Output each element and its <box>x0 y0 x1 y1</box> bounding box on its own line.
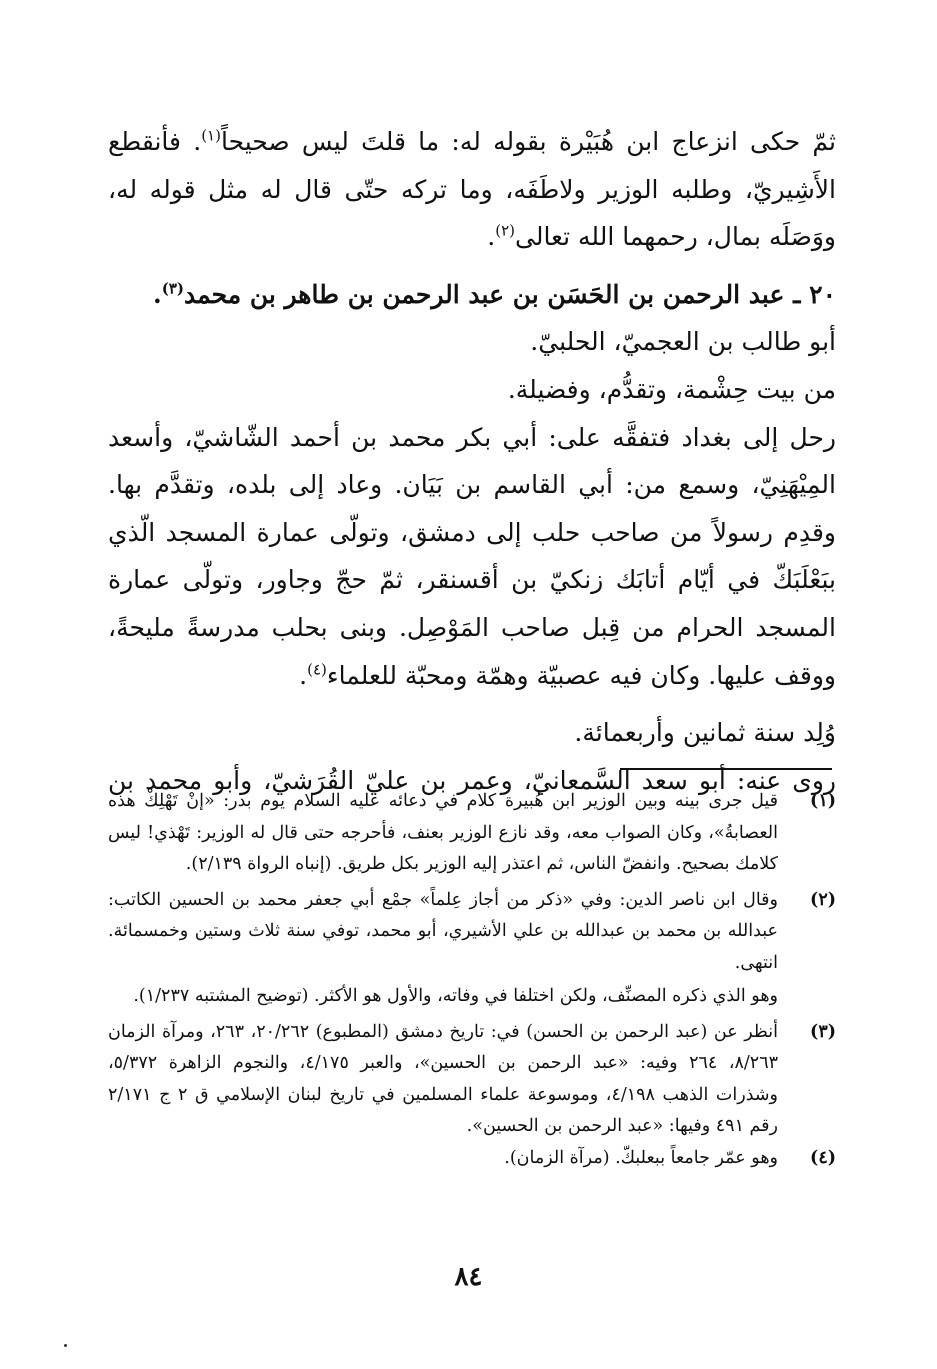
footnote-ref-4: (٤) <box>307 660 327 679</box>
footnote-3 <box>108 1017 836 1143</box>
footnote-ref-2: (٢) <box>495 221 515 240</box>
entry-biography: رحل إلى بغداد فتفقَّه على: أبي بكر محمد بن أحمد الشّاشيّ، وأسعد المِيْهَنِيّ، وسمع من: أبي القاسم بن بَيَان. وعاد إلى بلده، وتقدَّم بها. وقدِم رسولاً من صاحب حلب إلى دمشق، وتولّى عمارة المسجد الّذي ببَعْلَبَكّ في أيّام أتابَك زنكيّ بن أقسنقر، ثمّ حجّ وجاور، وتولّى عمارة المسجد الحرام من قِبل صاحب المَوْصِل. وبنى بحلب مدرسةً مليحةً، ووقف عليها. وكان فيه عصبيّة وهمّة ومحبّة للعلماء$^{(٤)}$. <box>108 422 836 690</box>
footnote-1 <box>108 786 836 881</box>
scan-speck <box>64 1344 67 1347</box>
footnote-ref-3: (٣) <box>161 279 185 298</box>
footnotes <box>108 786 836 1174</box>
footnote-divider <box>620 768 832 770</box>
footnote-ref-1: (١) <box>201 126 221 145</box>
page-number: ٨٤ <box>454 1262 483 1292</box>
footnote-4 <box>108 1143 836 1175</box>
footnote-text: وقال ابن ناصر الدين: وفي «ذكر من أجاز عِلماً» جمْع أبي جعفر محمد بن الحسين الكاتب: عبدالله بن محمد بن عبدالله بن علي الأشيري، أبو محمد، توفي سنة ثلاث وستين وخمسمائة. انتهى. <box>108 889 778 973</box>
entry-birth: وُلِد سنة ثمانين وأربعمائة. <box>574 718 836 748</box>
footnote-number: (١) <box>810 791 836 811</box>
footnote-text: وهو الذي ذكره المصنِّف، ولكن اختلفا في وفاته، والأول هو الأكثر. (توضيح المشتبه ١/٢٣٧). <box>133 986 778 1006</box>
paragraph-intro: ثمّ حكى انزعاج ابن هُبَيْرة بقوله له: ما قلتَ ليس صحيحاً$^{(١)}$. فأنقطع الأَشِيريّ، وطلبه الوزير ولاطَفَه، وما تركه حتّى قال له مثل قوله له، ووَصَلَه بمال، رحمهما الله تعالى$^{(٢)}$. <box>108 126 836 252</box>
footnote-text: وهو عمّر جامعاً ببعلبكّ. (مرآة الزمان). <box>504 1147 778 1168</box>
entry-family: من بيت حِشْمة، وتقدُّم، وفضيلة. <box>507 374 836 404</box>
entry-kunya: أبو طالب بن العجميّ، الحلبيّ. <box>530 327 836 357</box>
footnote-number: (٣) <box>810 1021 836 1042</box>
entry-narrators: روى عنه: أبو سعد السَّمعانيّ، وعمر بن عليّ القُرَشيّ، وأبو محمد بن <box>108 765 836 795</box>
main-text <box>108 118 836 804</box>
footnote-number: (٤) <box>810 1147 836 1168</box>
footnote-text: قيل جرى بينه وبين الوزير ابن هُبيرة كلام في دعائه عليه السلام يوم بدر: «إنْ تَهْلِكْ هذه العصابةُ»، وكان الصواب معه، وقد نازع الوزير بعنف، فأحرجه حتى قال له الوزير: تَهْذي! ليس كلامك بصحيح. وانفضّ الناس، ثم اعتذر إليه الوزير بكل طريق. (إنباه الرواة ٢/١٣٩). <box>108 791 778 874</box>
footnote-number: (٢) <box>810 889 836 910</box>
entry-heading: ٢٠ ـ عبد الرحمن بن الحَسَن بن عبد الرحمن بن طاهر بن محمد$^{(٣)}$. <box>153 279 836 309</box>
footnote-text: أنظر عن (عبد الرحمن بن الحسن) في: تاريخ دمشق (المطبوع) ٢٠/٢٦٢، ٢٦٣، ومرآة الزمان ٨/٢٦٣، ٢٦٤ وفيه: «عبد الرحمن بن الحسين»، والعبر ٤/١٧٥، والنجوم الزاهرة ٥/٣٧٢، وشذرات الذهب ٤/١٩٨، وموسوعة علماء المسلمين في تاريخ لبنان الإسلامي ق ٢ ج ٢/١٧١ رقم ٤٩١ وفيها: «عبد الرحمن بن الحسين». <box>108 1021 779 1136</box>
footnote-2 <box>108 885 836 1013</box>
